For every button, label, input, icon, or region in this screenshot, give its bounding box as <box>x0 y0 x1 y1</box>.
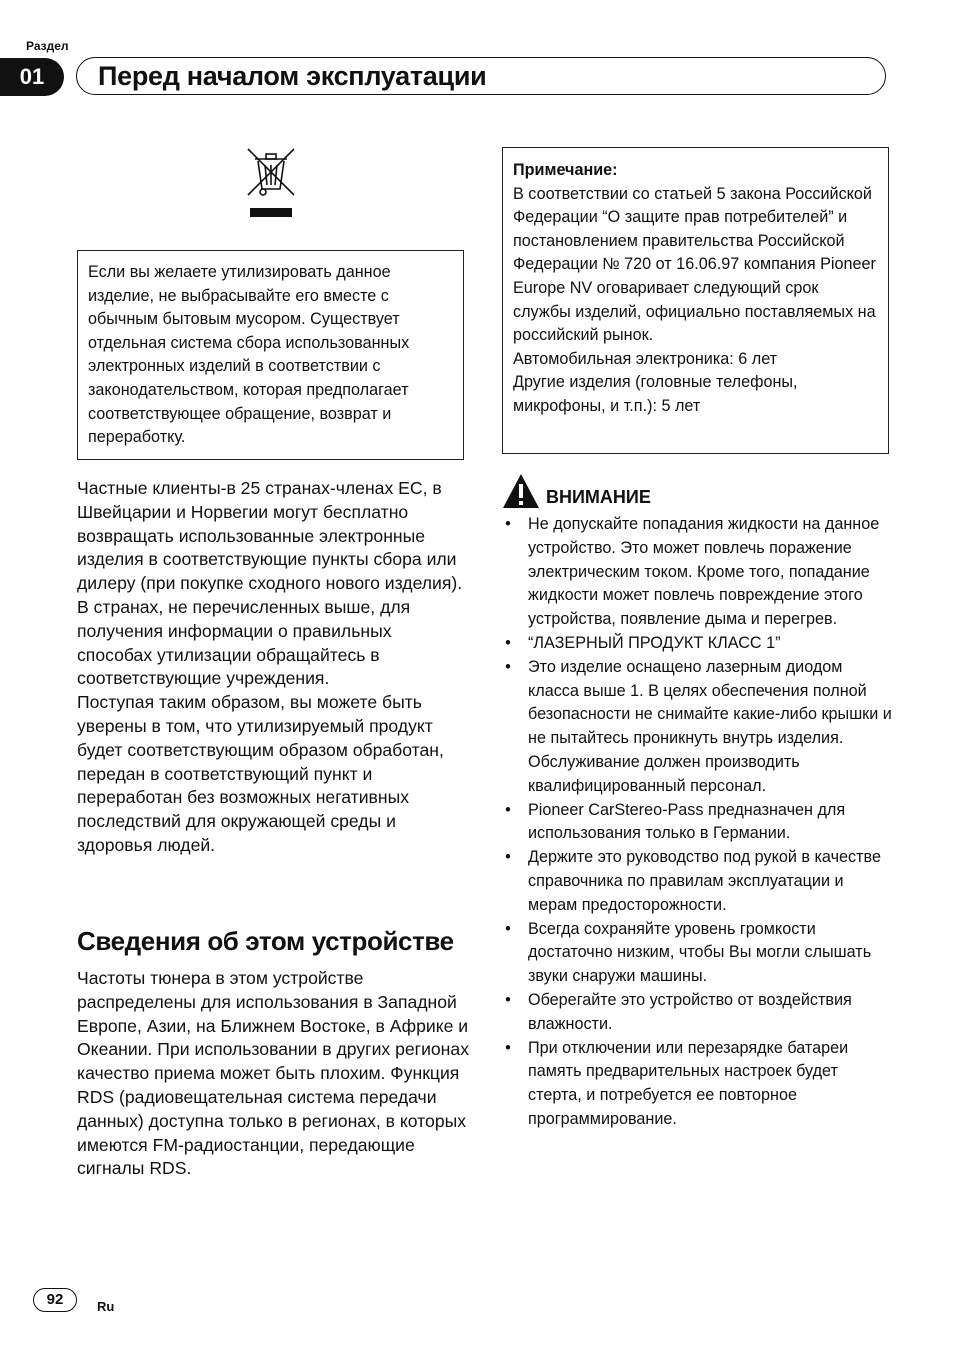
section-number-badge: 01 <box>0 58 64 96</box>
list-item-text: Оберегайте это устройство от воздействия влажности. <box>528 990 852 1033</box>
note-line-other: Другие изделия (головные телефоны, микрофоны, и т.п.): 5 лет <box>513 373 798 415</box>
note-line-auto: Автомобильная электроника: 6 лет <box>513 349 778 368</box>
list-item <box>502 1037 892 1132</box>
page-number: 92 <box>33 1288 77 1312</box>
disposal-paragraphs <box>77 477 469 858</box>
bullet: • <box>505 800 511 819</box>
list-item-text: “ЛАЗЕРНЫЙ ПРОДУКТ КЛАСС 1” <box>528 633 781 652</box>
list-item <box>502 513 892 632</box>
note-title: Примечание: <box>513 161 618 179</box>
bullet: • <box>505 848 511 867</box>
bullet: • <box>505 515 511 533</box>
note-box <box>502 147 889 454</box>
note-text: В соответствии со статьей 5 закона Российской Федерации “О защите прав потребителей” и постановлением правительства Российской Федерации № 720 от 16.06.97 компания Pioneer Europe NV оговаривает следующий срок службы изделий, официально поставляемых на российский рынок. <box>513 184 876 345</box>
list-item <box>502 632 892 656</box>
device-info-text: Частоты тюнера в этом устройстве распределены для использования в Западной Европе, Азии, на Ближнем Востоке, в Африке и Океании. При использовании в других регионах качество приема может быть плохим. Функция RDS (радиовещательная система передачи данных) доступна только в регионах, в которых имеются FM-радиостанции, передающие сигналы RDS. <box>77 968 469 1179</box>
warning-list <box>502 513 892 1132</box>
disposal-notice-text: Если вы желаете утилизировать данное изделие, не выбрасывайте его вместе с обычным бытовым мусором. Существует отдельная система сбора использованных электронных изделий в соответствии с законодательством, которая предполагает соответствующее обращение, возврат и переработку. <box>88 263 410 447</box>
paragraph: В странах, не перечисленных выше, для получения информации о правильных способах утилизации обращайтесь в соответствующие учреждения. <box>77 596 411 689</box>
paragraph: Поступая таким образом, вы можете быть уверены в том, что утилизируемый продукт будет соответствующим образом обработан, передан в соответствующий пункт и переработан без возможных негативных последствий для окружающей среды и здоровья людей. <box>77 692 444 855</box>
disposal-notice-box <box>77 250 464 460</box>
list-item <box>502 799 892 847</box>
bullet: • <box>505 990 511 1009</box>
list-item-text: Не допускайте попадания жидкости на данное устройство. Это может повлечь поражение электрическим током. Кроме того, попадание жидкости может повлечь повреждение этого устройства, появление дыма и перегрев. <box>528 515 880 629</box>
page-title: Перед началом эксплуатации <box>98 61 487 91</box>
device-info-section <box>77 967 469 1181</box>
list-item-text: При отключении или перезарядке батареи память предварительных настроек будет стерта, и потребуется ее повторное программирование. <box>528 1038 849 1128</box>
list-item-text: Всегда сохраняйте уровень громкости достаточно низким, чтобы Вы могли слышать звуки снаружи машины. <box>528 919 872 986</box>
section-label: Раздел <box>26 39 69 53</box>
warning-triangle-icon <box>502 473 540 509</box>
list-item <box>502 918 892 989</box>
list-item <box>502 656 892 799</box>
list-item-text: Держите это руководство под рукой в качестве справочника по правилам эксплуатации и мерам предосторожности. <box>528 848 881 914</box>
list-item <box>502 846 892 917</box>
bullet: • <box>505 919 511 938</box>
list-item-text: Pioneer CarStereo-Pass предназначен для использования только в Германии. <box>528 800 846 843</box>
bullet: • <box>505 657 511 676</box>
paragraph: Частные клиенты-в 25 странах-членах ЕС, в Швейцарии и Норвегии могут бесплатно возвращать использованные электронные изделия в соответствующие пункты сбора или дилеру (при покупке сходного нового изделия). <box>77 478 463 594</box>
bullet: • <box>505 633 511 652</box>
crossed-out-wheelie-bin-icon <box>246 147 296 219</box>
device-info-heading: Сведения об этом устройстве <box>77 926 454 956</box>
warning-title: ВНИМАНИЕ <box>546 487 651 507</box>
language-code: Ru <box>97 1299 115 1314</box>
bullet: • <box>505 1038 511 1057</box>
list-item-text: Это изделие оснащено лазерным диодом класса выше 1. В целях обеспечения полной безопасности не снимайте какие-либо крышки и не пытайтесь проникнуть внутрь изделия. Обслуживание должен производить квалифицированный персонал. <box>528 657 892 795</box>
list-item <box>502 989 892 1037</box>
